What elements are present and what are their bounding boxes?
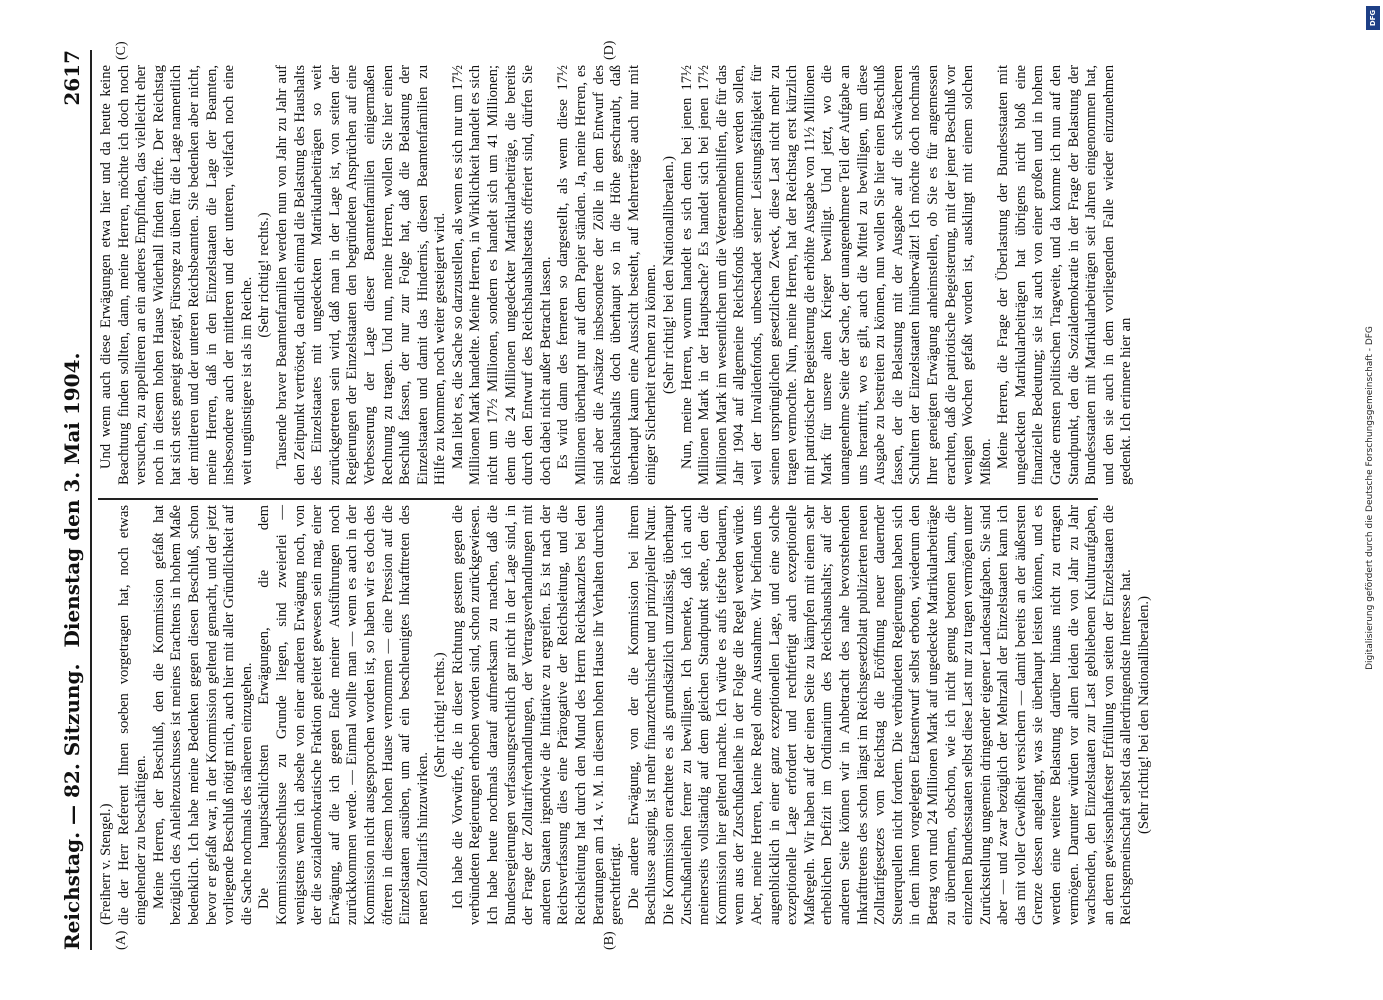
margin-marker-c: (C)	[113, 41, 129, 60]
header-session: Reichstag. — 82. Sitzung.	[59, 663, 84, 950]
right-column	[98, 65, 1136, 485]
paragraph: Nun, meine Herren, worum handelt es sich denn bei jenen 17½ Millionen Mark in der Hauptsache? Es handelt sich bei jenen 17½ Millionen Mark im wesentlichen um die Veteranenbeihilfen, die für das Jahr 1904 auf allgemeine Reichsfonds übernommen werden sollen, weil der Invalidenfonds, unbeschadet seiner Leistungsfähigkeit für seinen ursprünglichen gesetzlichen Zweck, diese Last nicht mehr zu tragen vermochte. Nun, meine Herren, hat der Reichstag erst kürzlich mit patriotischer Begeisterung die erhöhte Ausgabe von 11½ Millionen Mark für unsere alten Krieger bewilligt. Und jetzt, wo die unangenehme Seite der Sache, der unangenehmere Teil der Aufgabe an uns herantritt, wo es gilt, auch die Mittel zu bewilligen, um diese Ausgabe zu bestreiten zu können, nun wollen Sie hier einen Beschluß fassen, der die Belastung mit der Ausgabe auf die schwächeren Schultern der Einzelstaaten hinüberwälzt! Ich möchte doch nochmals Ihrer geneigten Erwägung anheimstellen, ob Sie es für angemessen erachten, daß die patriotische Begeisterung, mit der jener Beschluß vor wenigen Wochen gefaßt worden ist, ausklingt mit einem solchen Mißton.	[678, 65, 994, 485]
speaker-label: (Freiherr v. Stengel.)	[97, 803, 114, 925]
paragraph: Die hauptsächlichsten Erwägungen, die dem Kommissionsbeschlusse zu Grunde liegen, sind zweierlei — wenigstens wenn ich absehe von einer anderen Erwägung noch, von der die sozialdemokratische Fraktion geleitet gewesen sein mag, einer Erwägung, auf die ich gegen Ende meiner Ausführungen noch zurückkommen werde. — Einmal wollte man — wenn es auch in der Kommission nicht ausgesprochen worden ist, so haben wir es doch des öfteren in diesem hohen Hause vernommen — eine Pression auf die Einzelstaaten ausüben, um auf ein beschleunigtes Inkrafttreten des neuen Zolltarifs hinzuwirken.	[255, 505, 431, 925]
paragraph: Und wenn auch diese Erwägungen etwa hier und da heute keine Beachtung finden sollten, dann, meine Herren, möchte ich doch noch versuchen, zu appellieren an ein anderes Empfinden, das vielleicht eher noch in diesem hohen Hause Widerhall finden dürfte. Der Reichstag hat sich stets geneigt gezeigt, Fürsorge zu üben für die Lage namentlich der mittleren und der unteren Reichsbeamten. Sie bedenken aber nicht, meine Herren, daß in den Einzelstaaten die Lage der Beamten, insbesondere auch der mittleren und der unteren, vielfach noch eine weit ungünstigere ist als im Reiche.	[97, 65, 255, 485]
paragraph: Tausende braver Beamtenfamilien werden nun von Jahr zu Jahr auf den Zeitpunkt vertröstet, da endlich einmal die Belastung des Haushalts des Einzelstaates mit ungedeckten Matrikularbeiträgen so weit zurückgetreten sein wird, daß man in der Lage ist, von seiten der Regierungen der Einzelstaaten den begründeten Ansprüchen auf eine Verbesserung der Lage dieser Beamtenfamilien einigermaßen Rechnung zu tragen. Und nun, meine Herren, wollen Sie hier einen Beschluß fassen, der nur zur Folge hat, daß die Belastung der Einzelstaaten und damit das Hindernis, diesen Beamtenfamilien zu Hilfe zu kommen, noch weiter gesteigert wird.	[273, 65, 448, 485]
dfg-logo: DFG	[1366, 6, 1380, 30]
interjection: (Sehr richtig! bei den Nationalliberalen.)	[1135, 596, 1152, 834]
column-divider	[98, 498, 1098, 500]
interjection: (Sehr richtig! bei den Nationalliberalen.)	[660, 156, 677, 394]
paragraph: Meine Herren, der Beschluß, den die Kommission gefaßt hat bezüglich des Anleihezuschusses ist meines Erachtens in hohem Maße bedenklich. Ich habe meine Bedenken gegen diesen Beschluß, schon bevor er gefaßt war, in der Kommission geltend gemacht, und der jetzt vorliegende Beschluß nötigt mich, auch hier mit aller Gründlichkeit auf die Sache nochmals des näheren einzugehen.	[150, 505, 255, 925]
margin-marker-a: (A)	[113, 930, 129, 950]
page-header	[56, 50, 92, 950]
paragraph: Es wird dann des ferneren so dargestellt, als wenn diese 17½ Millionen überhaupt nur auf dem Papier ständen. Ja, meine Herren, es sind aber die Ansätze insbesondere der Zölle in dem Entwurf des Reichshaushalts doch überhaupt so in die Höhe geschraubt, daß überhaupt kaum eine Aussicht besteht, auf Mehrerträge auch nur mit einiger Sicherheit rechnen zu können.	[554, 65, 659, 485]
left-column	[98, 505, 1154, 925]
header-date: Dienstag den 3. Mai 1904.	[59, 352, 84, 648]
paragraph: Die andere Erwägung, von der die Kommission bei ihrem Beschlusse ausging, ist mehr finanztechnischer und prinzipieller Natur. Die Kommission erachtete es als grundsätzlich unzulässig, überhaupt Zuschußanleihen ferner zu bewilligen. Ich bemerke, daß ich auch meinerseits vollständig auf dem gleichen Standpunkt stehe, den die Kommission hier geltend machte. Ich würde es aufs tiefste bedauern, wenn aus der Zuschußanleihe in der Folge die Regel werden würde. Aber, meine Herren, keine Regel ohne Ausnahme. Wir befinden uns augenblicklich in einer ganz exzeptionellen Lage, und eine solche exzeptionelle Lage erfordert und rechtfertigt auch exzeptionelle Maßregeln. Wir haben auf der einen Seite zu kämpfen mit einem sehr erheblichen Defizit im Ordinarium des Reichshaushalts; auf der anderen Seite können wir in Anbetracht des nahe bevorstehenden Inkrafttretens des schon längst im Reichsgesetzblatt publizierten neuen Zolltarifgesetzes vom Reichstag die Eröffnung neuer dauernder Steuerquellen nicht fordern. Die verbündeten Regierungen haben sich in dem ihnen vorgelegten Etatsentwurf selbst erboten, wiederum den Betrag von rund 24 Millionen Mark auf ungedeckte Matrikularbeiträge zu übernehmen, obschon, wie ich nicht genug betonen kann, die einzelnen Bundesstaaten selbst diese Last nur zu tragen vermögen unter Zurückstellung ungemein dringender eigener Landesaufgaben. Sie sind aber — und zwar bezüglich der Mehrzahl der Einzelstaaten kann ich das mit voller Gewißheit versichern — damit bereits an der äußersten Grenze dessen angelangt, was sie überhaupt leisten können, und es werden eine weitere Belastung darüber hinaus nicht zu ertragen vermögen. Darunter würden vor allem leiden die von Jahr zu Jahr wachsenden, den Einzelstaaten zur Last gebliebenen Kulturaufgaben, an deren gewissenhaftester Erfüllung von seiten der Einzelstaaten die Reichsgemeinschaft selbst das allerdringendste Interesse hat.	[625, 505, 1134, 925]
paragraph: die der Herr Referent Ihnen soeben vorgetragen hat, noch etwas eingehender zu beschäftigen.	[115, 505, 149, 925]
paragraph: Ich habe die Vorwürfe, die in dieser Richtung gestern gegen die verbündeten Regierungen erhoben worden sind, schon zurückgewiesen. Ich habe heute nochmals darauf aufmerksam zu machen, daß die Bundesregierungen verfassungsrechtlich gar nicht in der Lage sind, in der Frage der Zolltarifverhandlungen, der Vertragsverhandlungen mit anderen Staaten irgendwie die Initiative zu ergreifen. Es ist nach der Reichsverfassung dies eine Prärogative der Reichsleitung, und die Reichsleitung hat durch den Mund des Herrn Reichskanzlers bei den Beratungen am 14. v. M. in diesem hohen Hause ihr Verhalten durchaus gerechtfertigt.	[449, 505, 624, 925]
margin-marker-d: (D)	[601, 40, 617, 60]
interjection: (Sehr richtig! rechts.)	[255, 212, 272, 338]
margin-marker-b: (B)	[601, 931, 617, 950]
document-page	[42, 20, 1342, 980]
interjection: (Sehr richtig! rechts.)	[431, 652, 448, 778]
credit-text: Digitalisierung gefördert durch die Deutsche Forschungsgemeinschaft - DFG	[1365, 326, 1375, 670]
paragraph: Man liebt es, die Sache so darzustellen, als wenn es sich nur um 17½ Millionen Mark handelte. Meine Herren, in Wirklichkeit handelt es sich nicht um 17½ Millionen, sondern es handelt sich um 41 Millionen; denn die 24 Millionen ungedeckter Matrikularbeiträge, die bereits durch den Entwurf des Reichshaushaltsetats offeriert sind, dürfen Sie doch dabei nicht außer Betracht lassen.	[449, 65, 554, 485]
paragraph: Meine Herren, die Frage der Überlastung der Bundesstaaten mit ungedeckten Matrikularbeiträgen hat übrigens nicht bloß eine finanzielle Bedeutung; sie ist auch von einer großen und in hohem Grade ernsten politischen Tragweite, und da komme ich nun auf den Standpunkt, den die Sozialdemokratie in der Frage der Belastung der Bundesstaaten mit Matrikularbeiträgen seit Jahren eingenommen hat, und den sie auch in dem vorliegenden Falle wieder einzunehmen gedenkt. Ich erinnere hier an	[994, 65, 1134, 485]
digitization-credit	[1358, 8, 1382, 988]
page-number: 2617	[59, 50, 84, 106]
